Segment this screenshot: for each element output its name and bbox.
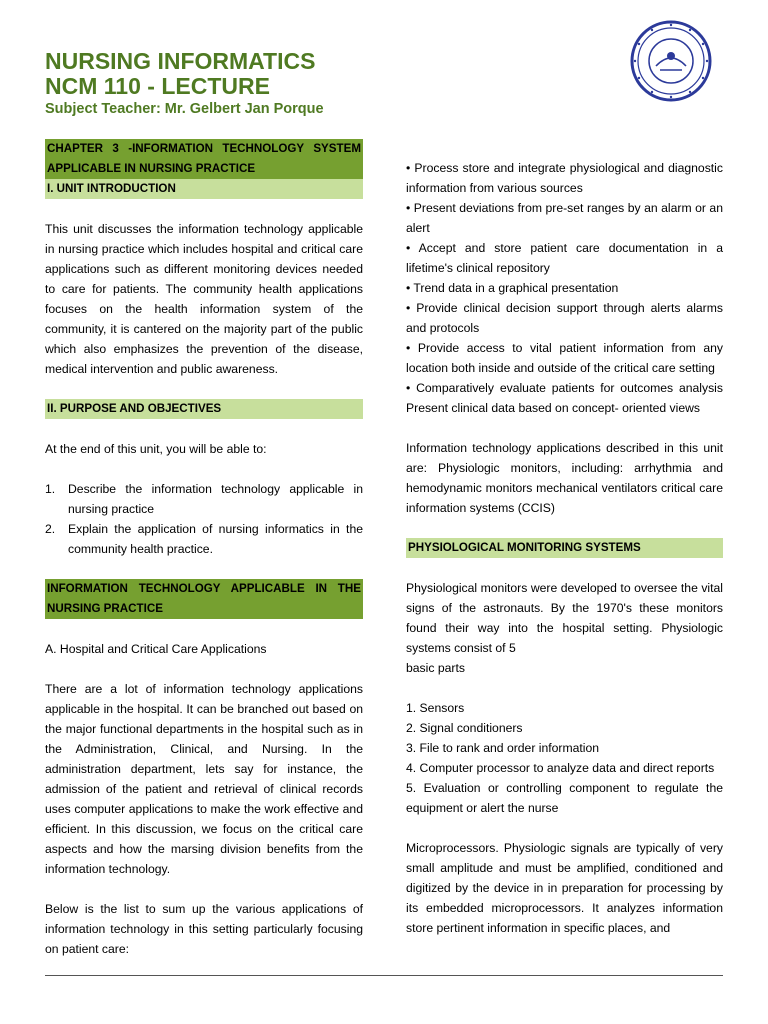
list-item: 3. File to rank and order information [406, 741, 600, 755]
right-column [406, 158, 723, 938]
title-line-2: NCM 110 - LECTURE [45, 73, 270, 99]
unit-intro-heading: I. UNIT INTRODUCTION [45, 179, 363, 199]
objectives-intro: At the end of this unit, you will be able to: [45, 442, 267, 456]
purpose-heading: II. PURPOSE AND OBJECTIVES [45, 399, 363, 419]
bullet-item: • Comparatively evaluate patients for outcomes analysis Present clinical data based on concept- oriented views [406, 381, 723, 415]
subject-teacher: Subject Teacher: Mr. Gelbert Jan Porque [45, 101, 324, 117]
list-item-text: Describe the information technology applicable in nursing practice [68, 482, 363, 516]
footer-divider [45, 975, 723, 976]
bullet-item: • Process store and integrate physiological and diagnostic information from various sources [406, 161, 723, 195]
title-line-1: NURSING INFORMATICS [45, 48, 316, 74]
list-item: 4. Computer processor to analyze data and direct reports [406, 761, 715, 775]
bullet-item: • Present deviations from pre-set ranges by an alarm or an alert [406, 201, 723, 235]
objectives-list [45, 479, 363, 559]
chapter-heading: CHAPTER 3 -INFORMATION TECHNOLOGY SYSTEM APPLICABLE IN NURSING PRACTICE [45, 139, 363, 179]
left-column [45, 139, 363, 959]
bullet-item: • Trend data in a graphical presentation [406, 281, 619, 295]
monitoring-heading: PHYSIOLOGICAL MONITORING SYSTEMS [406, 538, 723, 558]
it-applications-text: Information technology applications described in this unit are: Physiologic monitors, including: arrhythmia and hemodynamic monitors mechanical ventilators critical care information systems (CCIS) [406, 441, 723, 515]
list-item: 2. Signal conditioners [406, 721, 523, 735]
college-seal-logo [630, 20, 712, 102]
list-item [45, 479, 363, 519]
bullet-item: • Provide clinical decision support through alerts alarms and protocols [406, 301, 723, 335]
list-item-number: 1. [45, 482, 56, 496]
unit-intro-text: This unit discusses the information technology applicable in nursing practice which includes hospital and critical care applications such as different monitoring devices needed to care for patients. The community health applications focuses on the health information system of the community, it is cantered on the majority part of the public which also emphasizes the prevention of the disease, medical intervention and public awareness. [45, 222, 363, 376]
bullet-item: • Accept and store patient care documentation in a lifetime's clinical repository [406, 241, 723, 275]
bullet-item: • Provide access to vital patient information from any location both inside and outside of the critical care setting [406, 341, 723, 375]
it-applicable-heading: INFORMATION TECHNOLOGY APPLICABLE IN THE NURSING PRACTICE [45, 579, 363, 619]
list-item: 5. Evaluation or controlling component to regulate the equipment or alert the nurse [406, 781, 723, 815]
list-intro-text: Below is the list to sum up the various applications of information technology in this setting particularly focusing on patient care: [45, 902, 363, 956]
monitoring-text: Physiological monitors were developed to oversee the vital signs of the astronauts. By the 1970's these monitors found their way into the hospital setting. Physiologic systems consist of 5 [406, 581, 723, 655]
list-item [45, 519, 363, 559]
list-item: 1. Sensors [406, 701, 465, 715]
hospital-text: There are a lot of information technology applications applicable in the hospital. It can be branched out based on the major functional departments in the hospital such as in the Administration, Clinical, and Nursing. In the administration department, lets say for instance, the admission of the patient and retrieval of clinical records uses computer applications to make the work effective and efficient. In this discussion, we focus on the critical care aspects and how the marsing division benefits from the information technology. [45, 682, 363, 876]
list-item-number: 2. [45, 522, 56, 536]
monitoring-text-2: basic parts [406, 661, 465, 675]
list-item-text: Explain the application of nursing informatics in the community health practice. [68, 522, 363, 556]
microprocessors-text: Microprocessors. Physiologic signals are typically of very small amplitude and must be amplified, conditioned and digitized by the device in in preparation for processing by its embedded microprocessors. It analyzes information store pertinent information in specific places, and [406, 841, 723, 935]
hospital-subheading: A. Hospital and Critical Care Applications [45, 642, 267, 656]
